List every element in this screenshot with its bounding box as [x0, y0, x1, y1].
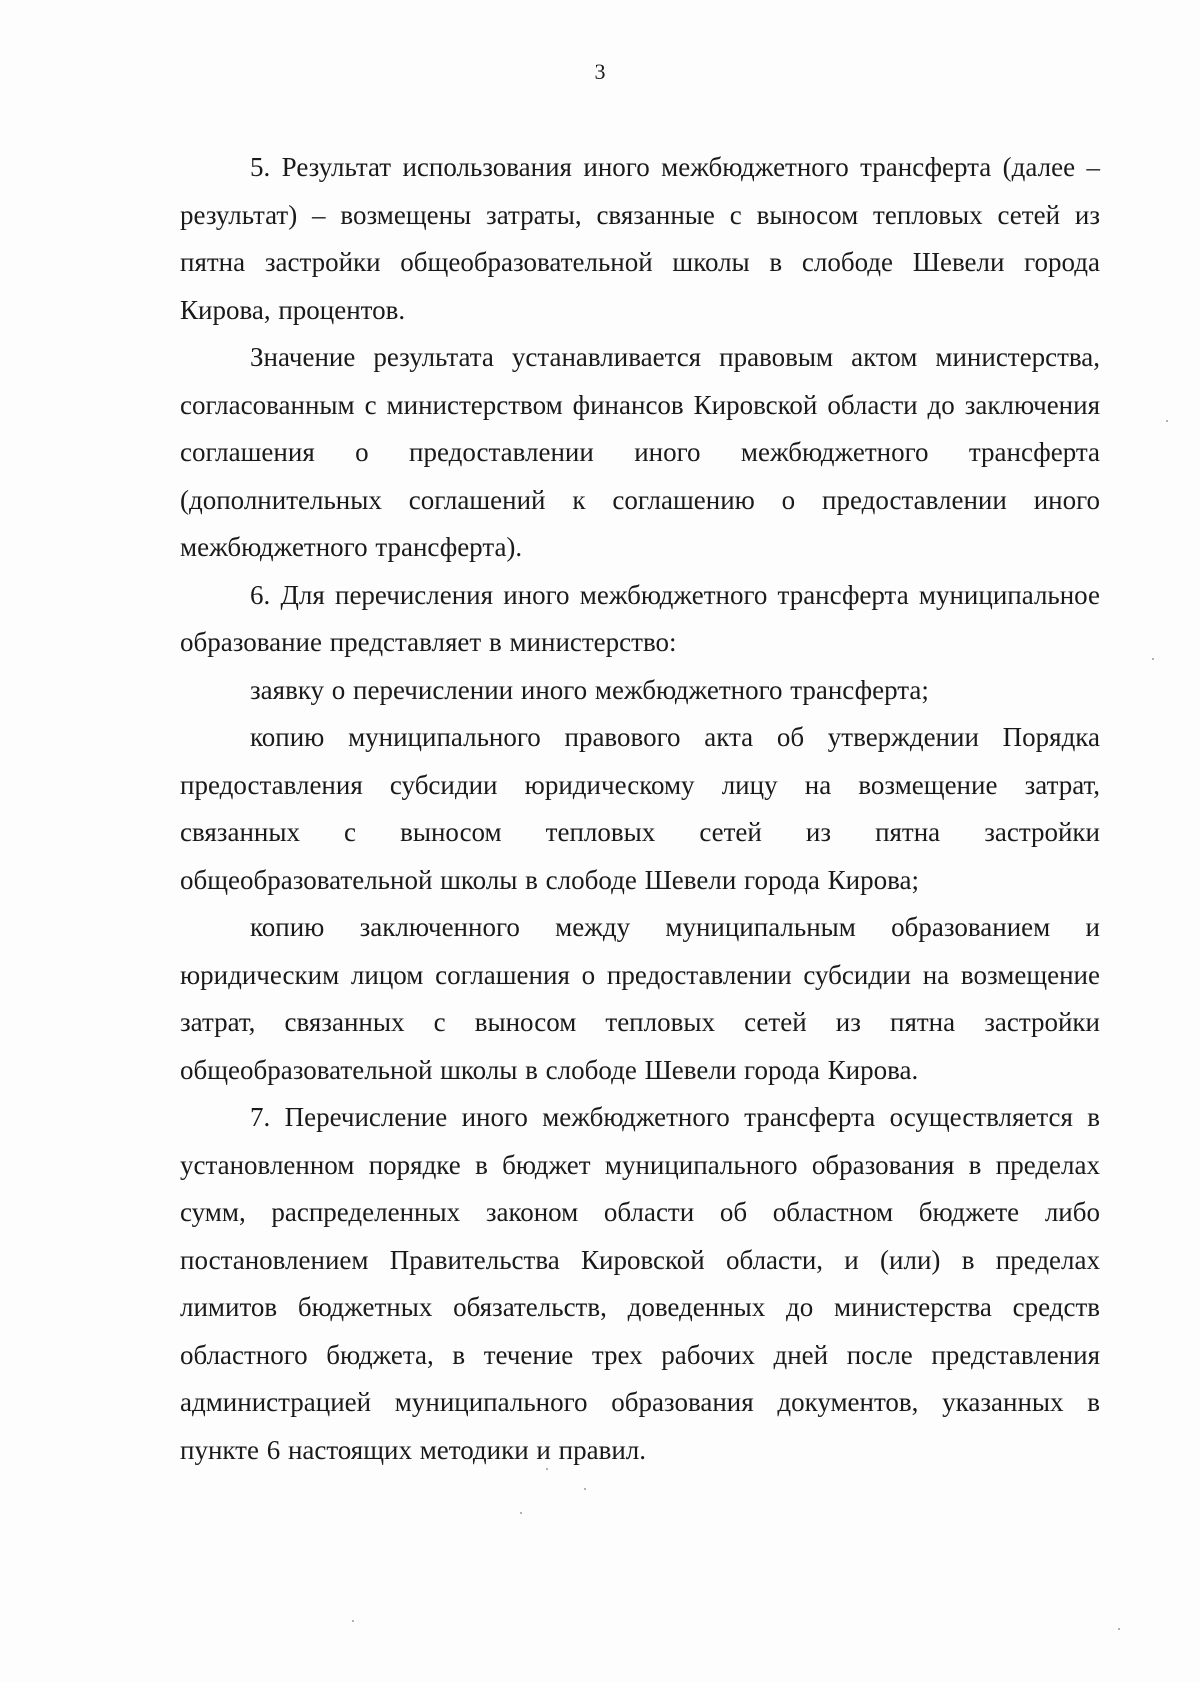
paragraph-result-value: Значение результата устанавливается правовым актом министерства, согласованным с министерством финансов Кировской области до заключения соглашения о предоставлении иного межбюджетного трансферта (дополнительных соглашений к соглашению о предоставлении иного межбюджетного трансферта).	[180, 342, 1100, 562]
scan-speck	[584, 1488, 586, 1490]
paragraph-application: заявку о перечислении иного межбюджетного трансферта;	[250, 674, 929, 705]
scan-speck	[352, 1620, 354, 1622]
paragraph-agreement-copy: копию заключенного между муниципальным образованием и юридическим лицом соглашения о предоставлении субсидии на возмещение затрат, связанных с выносом тепловых сетей из пятна застройки общеобразовательной школы в слободе Шевели города Кирова.	[180, 912, 1100, 1085]
paragraph-municipal-act-copy: копию муниципального правового акта об утверждении Порядка предоставления субсидии юридическому лицу на возмещение затрат, связанных с выносом тепловых сетей из пятна застройки общеобразовательной школы в слободе Шевели города Кирова;	[180, 722, 1100, 895]
scan-speck	[520, 1512, 522, 1514]
paragraph-5-result: 5. Результат использования иного межбюджетного трансферта (далее – результат) – возмещены затраты, связанные с выносом тепловых сетей из пятна застройки общеобразовательной школы в слободе Шевели города Кирова, процентов.	[180, 152, 1100, 325]
paragraph-6-transfer-documents: 6. Для перечисления иного межбюджетного трансферта муниципальное образование представляет в министерство:	[180, 579, 1100, 657]
scan-speck	[1152, 658, 1154, 660]
page-number: 3	[594, 59, 606, 84]
paragraph-7-transfer-procedure: 7. Перечисление иного межбюджетного трансферта осуществляется в установленном порядке в бюджет муниципального образования в пределах сумм, распределенных законом области об областном бюджете либо постановлением Правительства Кировской области, и (или) в пределах лимитов бюджетных обязательств, доведенных до министерства средств областного бюджета, в течение трех рабочих дней после представления администрацией муниципального образования документов, указанных в пункте 6 настоящих методики и правил.	[180, 1102, 1100, 1465]
scan-speck	[1118, 1628, 1120, 1630]
scan-speck	[546, 1468, 548, 1470]
scan-speck	[1166, 420, 1168, 422]
document-body	[180, 144, 1100, 1474]
